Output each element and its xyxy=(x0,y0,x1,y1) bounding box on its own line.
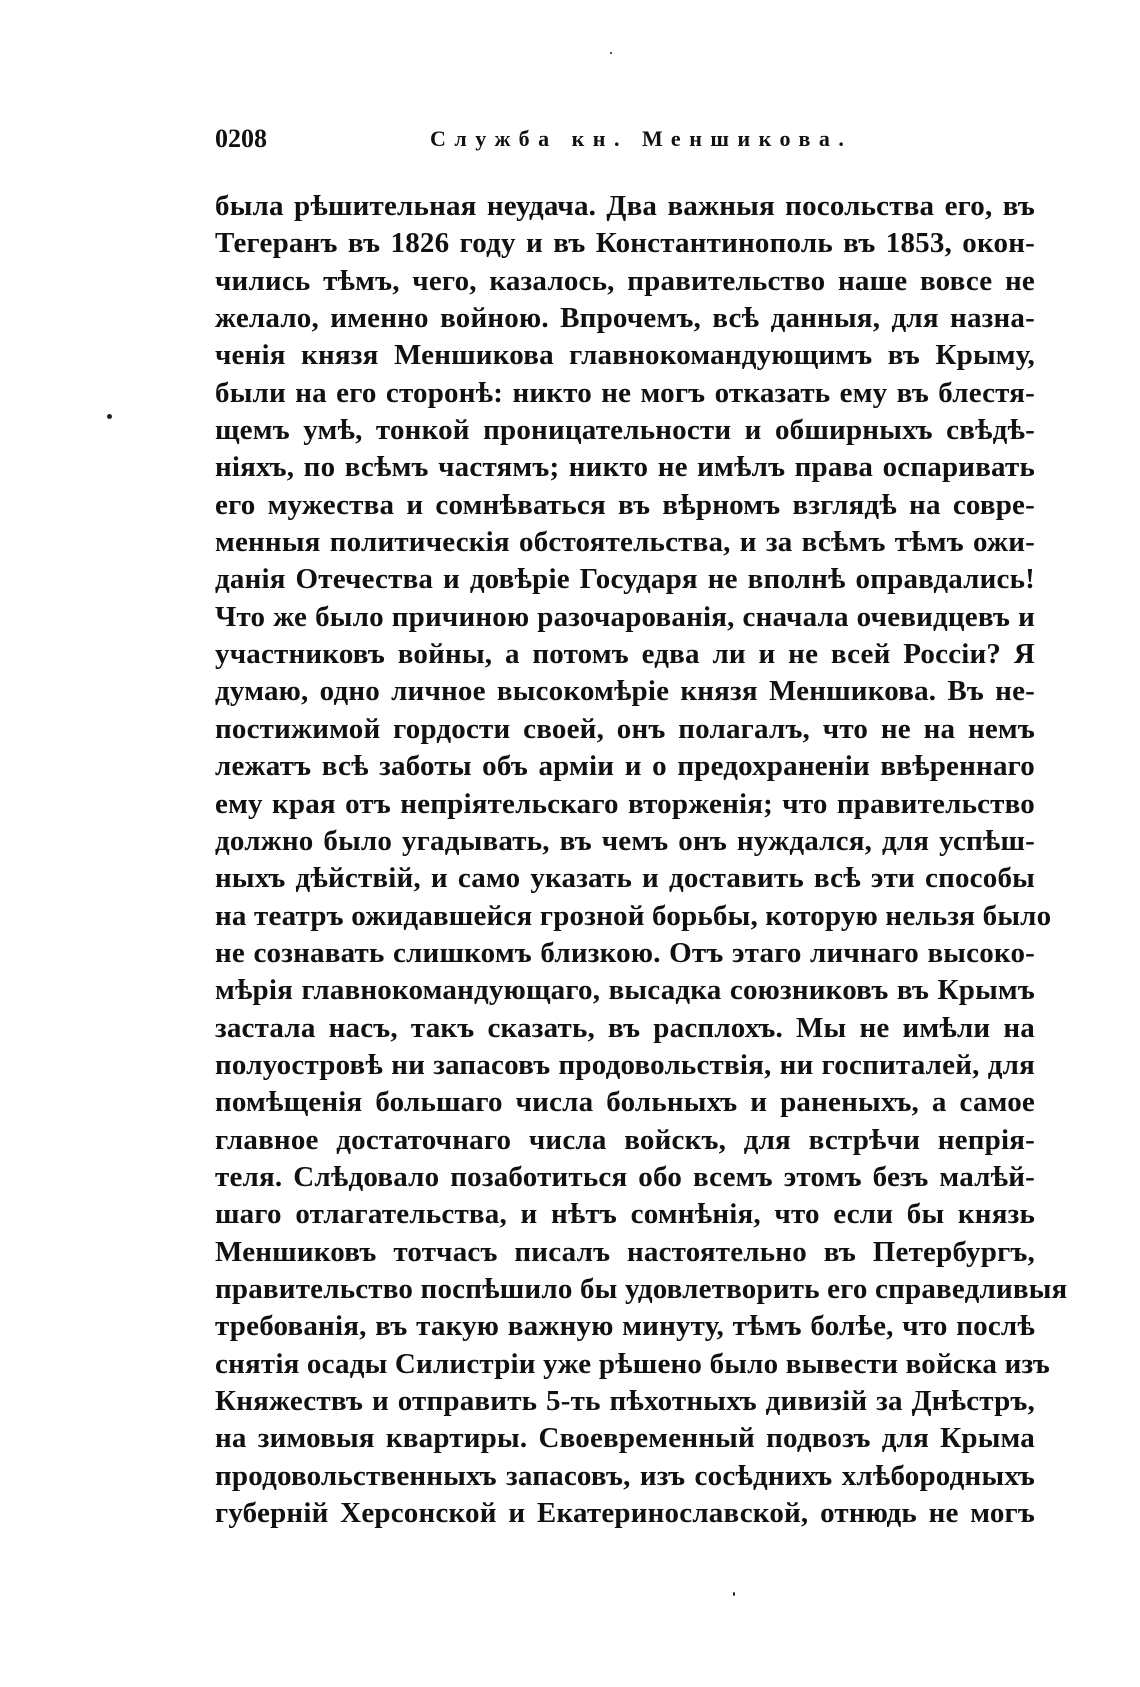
text-line: данія Отечества и довѣріе Государя не вполнѣ оправдались! xyxy=(215,563,1035,596)
text-line: мѣрія главнокомандующаго, высадка союзниковъ въ Крымъ xyxy=(215,974,1035,1007)
text-line: на зимовыя квартиры. Своевременный подвозъ для Крыма xyxy=(215,1422,1035,1455)
print-speck xyxy=(733,1592,735,1596)
page-header xyxy=(215,124,1015,164)
text-line: желало, именно войною. Впрочемъ, всѣ данныя, для назна- xyxy=(215,302,1035,335)
text-line: лежатъ всѣ заботы объ арміи и о предохраненіи ввѣреннаго xyxy=(215,750,1035,783)
page-number: 0208 xyxy=(215,124,267,153)
text-line: думаю, одно личное высокомѣріе князя Меншикова. Въ не- xyxy=(215,675,1035,708)
text-line: была рѣшительная неудача. Два важныя посольства его, въ xyxy=(215,190,1035,222)
text-line: продовольственныхъ запасовъ, изъ сосѣднихъ хлѣбородныхъ xyxy=(215,1459,1035,1492)
text-line: шаго отлагательства, и нѣтъ сомнѣнія, что если бы князь xyxy=(215,1198,1035,1231)
text-line: его мужества и сомнѣваться въ вѣрномъ взглядѣ на совре- xyxy=(215,488,1035,521)
print-speck xyxy=(107,414,112,419)
text-line: теля. Слѣдовало позаботиться обо всемъ этомъ безъ малѣй- xyxy=(215,1160,1035,1193)
text-line: полуостровѣ ни запасовъ продовольствія, ни госпиталей, для xyxy=(215,1048,1035,1081)
text-line: чились тѣмъ, чего, казалось, правительство наше вовсе не xyxy=(215,264,1035,297)
text-line: ему края отъ непріятельскаго вторженія; что правительство xyxy=(215,787,1035,820)
text-line: ніяхъ, по всѣмъ частямъ; никто не имѣлъ права оспаривать xyxy=(215,451,1035,484)
text-line: Меншиковъ тотчасъ писалъ настоятельно въ Петербургъ, xyxy=(215,1235,1035,1268)
text-line: застала насъ, такъ сказать, въ расплохъ. Мы не имѣли на xyxy=(215,1011,1035,1044)
text-line: Княжествъ и отправить 5-ть пѣхотныхъ дивизій за Днѣстръ, xyxy=(215,1385,1035,1417)
text-line: главное достаточнаго числа войскъ, для встрѣчи непрія- xyxy=(215,1123,1035,1156)
running-head: Служба кн. Меншикова. xyxy=(430,126,853,151)
text-line: участниковъ войны, а потомъ едва ли и не всей Россіи? Я xyxy=(215,638,1035,671)
text-line: щемъ умѣ, тонкой проницательности и обширныхъ свѣдѣ- xyxy=(215,414,1035,447)
text-line: менныя политическія обстоятельства, и за всѣмъ тѣмъ ожи- xyxy=(215,526,1035,559)
text-line: ныхъ дѣйствій, и само указать и доставить всѣ эти способы xyxy=(215,862,1035,895)
text-line: постижимой гордости своей, онъ полагалъ, что не на немъ xyxy=(215,712,1035,745)
body-text xyxy=(215,188,1068,1532)
print-speck xyxy=(610,52,612,54)
text-line: снятія осады Силистріи уже рѣшено было вывести войска изъ xyxy=(215,1347,1050,1380)
text-line: были на его сторонѣ: никто не могъ отказать ему въ блестя- xyxy=(215,376,1035,409)
text-line: Тегеранъ въ 1826 году и въ Константинополь въ 1853, окон- xyxy=(215,227,1035,260)
text-line: на театръ ожидавшейся грозной борьбы, которую нельзя было xyxy=(215,899,1052,932)
text-line: должно было угадывать, въ чемъ онъ нуждался, для успѣш- xyxy=(215,824,1035,857)
text-line: Что же было причиною разочарованія, сначала очевидцевъ и xyxy=(215,600,1035,633)
text-line: не сознавать слишкомъ близкою. Отъ этаго личнаго высоко- xyxy=(215,936,1035,969)
text-line: помѣщенія большаго числа больныхъ и раненыхъ, а самое xyxy=(215,1086,1035,1119)
text-line: губерній Херсонской и Екатеринославской, отнюдь не могъ xyxy=(215,1497,1035,1530)
text-line: требованія, въ такую важную минуту, тѣмъ болѣе, что послѣ xyxy=(215,1310,1035,1343)
text-line: правительство поспѣшило бы удовлетворить его справедливыя xyxy=(215,1272,1068,1305)
text-line: ченія князя Меншикова главнокомандующимъ въ Крыму, xyxy=(215,339,1035,372)
